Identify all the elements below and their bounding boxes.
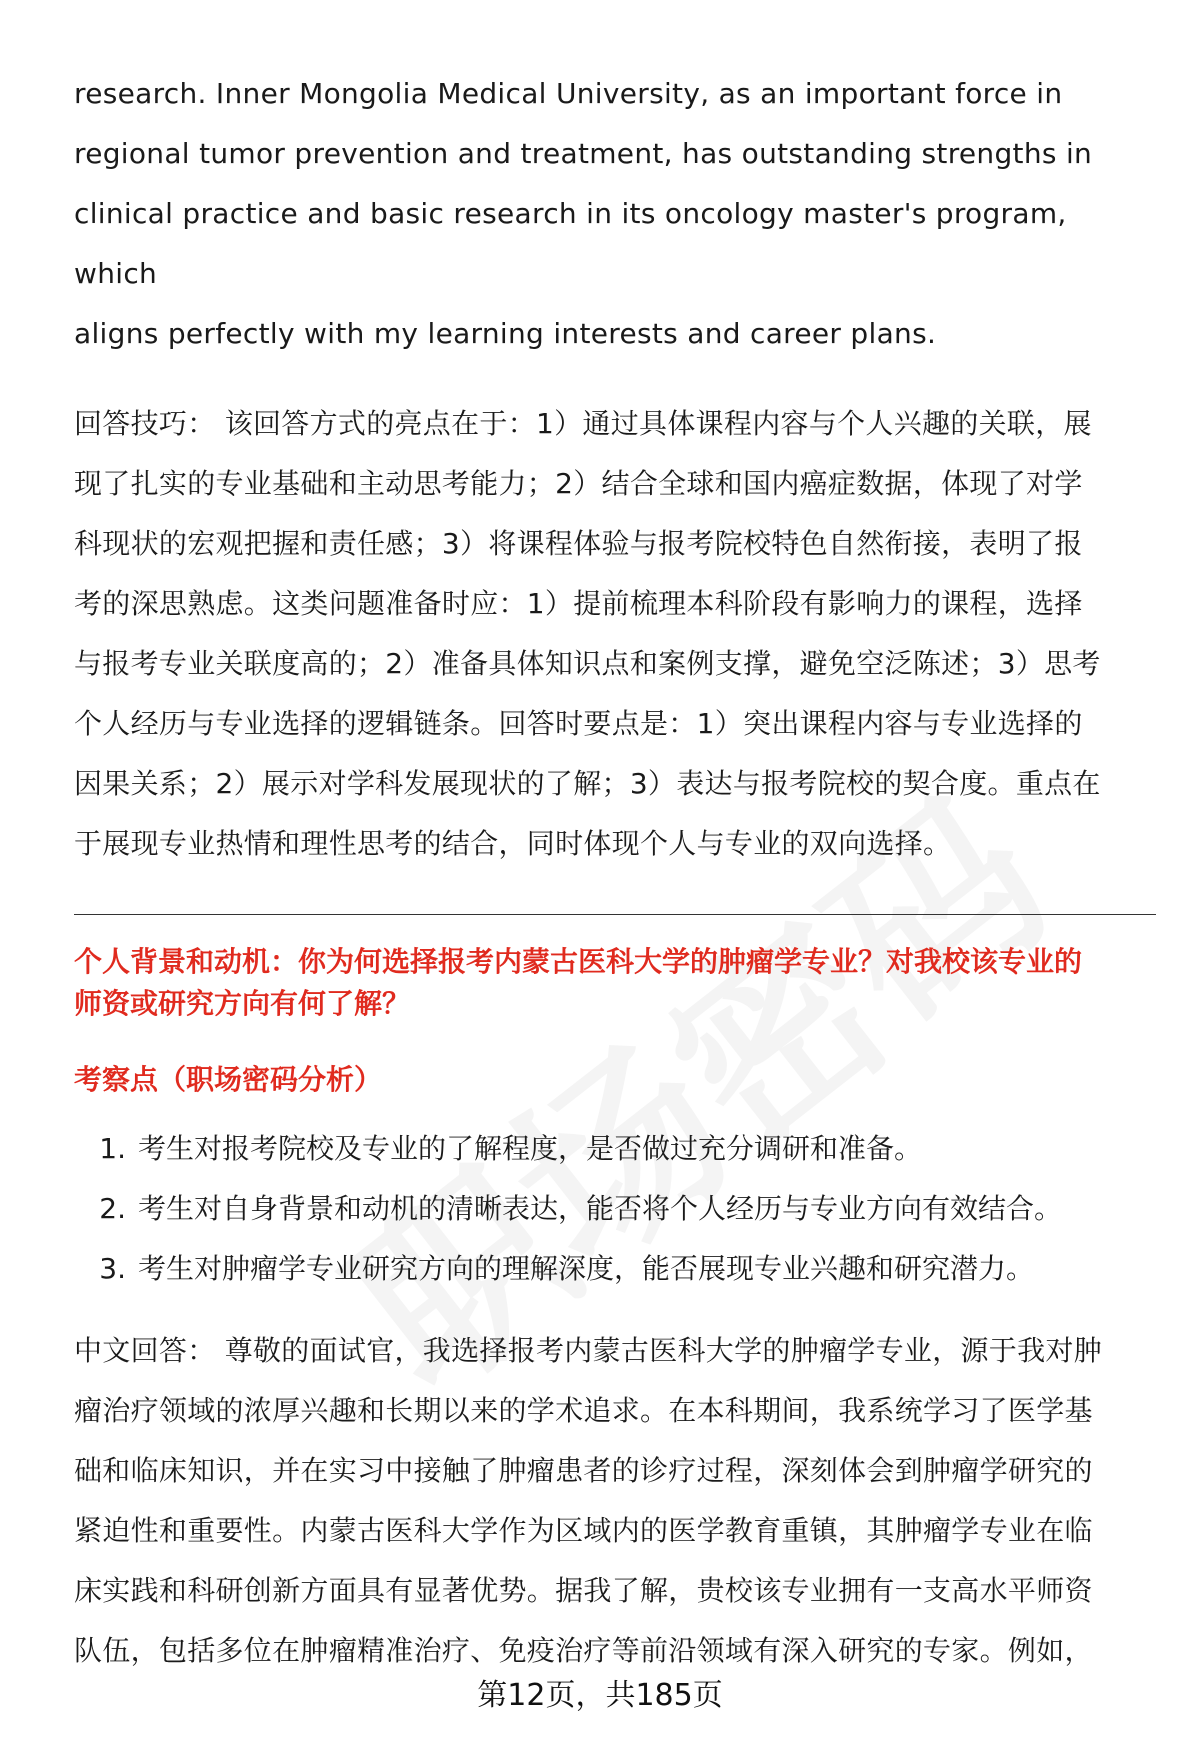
text-line: 现了扎实的专业基础和主动思考能力；2）结合全球和国内癌症数据，体现了对学 (74, 467, 1083, 500)
text-line: 回答技巧： 该回答方式的亮点在于：1）通过具体课程内容与个人兴趣的关联，展 (74, 407, 1092, 440)
question-title-line: 个人背景和动机：你为何选择报考内蒙古医科大学的肿瘤学专业？对我校该专业的 (74, 945, 1083, 978)
list-text: 考生对肿瘤学专业研究方向的理解深度，能否展现专业兴趣和研究潜力。 (138, 1252, 1035, 1285)
text-line: research. Inner Mongolia Medical University, as an important force in (74, 77, 1063, 110)
text-line: 考的深思熟虑。这类问题准备时应：1）提前梳理本科阶段有影响力的课程，选择 (74, 587, 1083, 620)
text-line: 础和临床知识，并在实习中接触了肿瘤患者的诊疗过程，深刻体会到肿瘤学研究的 (74, 1454, 1093, 1487)
list-number: 3. (99, 1252, 126, 1285)
text-line: 瘤治疗领域的浓厚兴趣和长期以来的学术追求。在本科期间，我系统学习了医学基 (74, 1394, 1093, 1427)
text-line: clinical practice and basic research in its oncology master's program, which (74, 197, 1067, 290)
list-text: 考生对报考院校及专业的了解程度，是否做过充分调研和准备。 (138, 1132, 923, 1165)
assessment-points-list (74, 1119, 1156, 1299)
text-line: 个人经历与专业选择的逻辑链条。回答时要点是：1）突出课程内容与专业选择的 (74, 707, 1083, 740)
text-line: 中文回答： 尊敬的面试官，我选择报考内蒙古医科大学的肿瘤学专业，源于我对肿 (74, 1334, 1103, 1367)
text-line: 与报考专业关联度高的；2）准备具体知识点和案例支撑，避免空泛陈述；3）思考 (74, 647, 1101, 680)
text-line: 于展现专业热情和理性思考的结合，同时体现个人与专业的双向选择。 (74, 827, 952, 860)
list-number: 1. (99, 1132, 126, 1165)
list-item (74, 1239, 1156, 1299)
text-line: 因果关系；2）展示对学科发展现状的了解；3）表达与报考院校的契合度。重点在 (74, 767, 1101, 800)
tips-paragraph (74, 394, 1156, 874)
question-title (74, 941, 1156, 1025)
intro-paragraph (74, 64, 1156, 364)
text-line: 床实践和科研创新方面具有显著优势。据我了解，贵校该专业拥有一支高水平师资 (74, 1574, 1093, 1607)
section-divider (74, 914, 1156, 915)
text-line: aligns perfectly with my learning interests and career plans. (74, 317, 937, 350)
text-line: 队伍，包括多位在肿瘤精准治疗、免疫治疗等前沿领域有深入研究的专家。例如， (74, 1634, 1093, 1667)
text-line: 科现状的宏观把握和责任感；3）将课程体验与报考院校特色自然衔接，表明了报 (74, 527, 1083, 560)
list-item (74, 1119, 1156, 1179)
question-title-line: 师资或研究方向有何了解？ (74, 987, 411, 1020)
list-text: 考生对自身背景和动机的清晰表达，能否将个人经历与专业方向有效结合。 (138, 1192, 1063, 1225)
page-number-footer: 第12页，共185页 (477, 1678, 723, 1713)
text-line: 紧迫性和重要性。内蒙古医科大学作为区域内的医学教育重镇，其肿瘤学专业在临 (74, 1514, 1093, 1547)
section-title: 考察点（职场密码分析） (74, 1063, 383, 1096)
document-page (74, 64, 1156, 1681)
text-line: regional tumor prevention and treatment, has outstanding strengths in (74, 137, 1093, 170)
list-number: 2. (99, 1192, 126, 1225)
answer-paragraph (74, 1321, 1156, 1681)
list-item (74, 1179, 1156, 1239)
